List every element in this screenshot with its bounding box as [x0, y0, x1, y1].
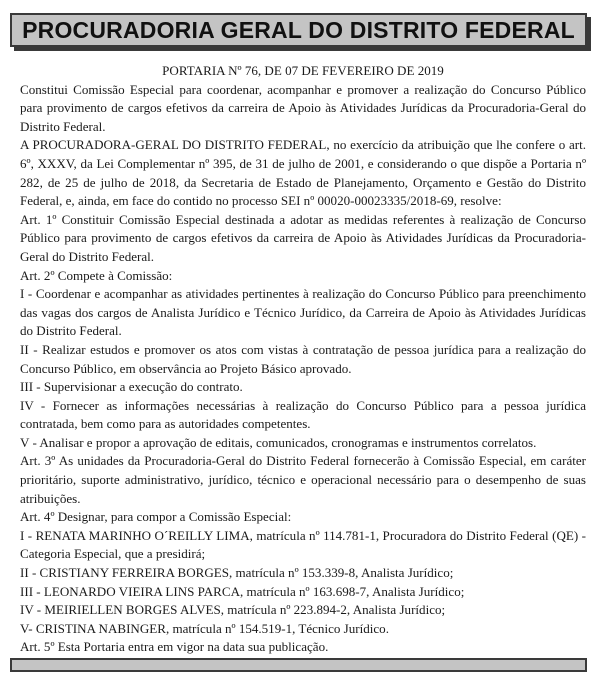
article-5: Art. 5º Esta Portaria entra em vigor na data sua publicação.	[20, 639, 329, 655]
article-2: Art. 2º Compete à Comissão:	[20, 267, 173, 283]
article-2-inciso-4: IV - Fornecer as informações necessárias à realização do Concurso Público para a pessoa jurídica contratada, bem como para as autoridades competentes.	[20, 397, 586, 432]
next-section-header-bar	[10, 658, 587, 672]
article-2-inciso-3: III - Supervisionar a execução do contrato.	[20, 379, 243, 395]
article-2-inciso-5: V - Analisar e propor a aprovação de editais, comunicados, cronogramas e instrumentos correlatos.	[20, 434, 537, 450]
commission-member-2: II - CRISTIANY FERREIRA BORGES, matrícula nº 153.339-8, Analista Jurídico;	[20, 565, 454, 581]
document-body	[20, 62, 586, 676]
commission-member-4: IV - MEIRIELLEN BORGES ALVES, matrícula nº 223.894-2, Analista Jurídico;	[20, 602, 446, 618]
section-title: PROCURADORIA GERAL DO DISTRITO FEDERAL	[22, 16, 575, 43]
article-1: Art. 1º Constituir Comissão Especial destinada a adotar as medidas referentes à realização de Concurso Público para provimento de cargos efetivos da carreira de Apoio às Atividades Jurídicas da Procuradoria-Geral do Distrito Federal.	[20, 211, 586, 264]
commission-member-3: III - LEONARDO VIEIRA LINS PARCA, matrícula nº 163.698-7, Analista Jurídico;	[20, 583, 465, 599]
article-4: Art. 4º Designar, para compor a Comissão Especial:	[20, 509, 292, 525]
article-3: Art. 3º As unidades da Procuradoria-Geral do Distrito Federal fornecerão à Comissão Especial, em caráter prioritário, suporte administrativo, jurídico, técnico e operacional necessário para o desempenho de suas atribuições.	[20, 453, 586, 506]
preambulo: A PROCURADORA-GERAL DO DISTRITO FEDERAL, no exercício da atribuição que lhe confere o art. 6º, XXXV, da Lei Complementar nº 395, de 31 de julho de 2001, e considerando o que dispõe a Portaria nº 282, de 25 de julho de 2018, da Secretaria de Estado de Planejamento, Orçamento e Gestão do Distrito Federal, e, ainda, em face do contido no processo SEI nº 00020-00023335/2018-69, resolve:	[20, 137, 586, 209]
section-header-bar	[10, 13, 587, 47]
article-2-inciso-1: I - Coordenar e acompanhar as atividades pertinentes à realização do Concurso Público para preenchimento das vagas dos cargos de Analista Jurídico e Técnico Jurídico, da Carreira de Apoio às Atividades Jurídicas do Distrito Federal.	[20, 286, 586, 339]
article-2-inciso-2: II - Realizar estudos e promover os atos com vistas à contratação de pessoa jurídica para a realização do Concurso Público, em observância ao Projeto Básico aprovado.	[20, 341, 586, 376]
top-cut-strip	[0, 0, 600, 12]
commission-member-5: V- CRISTINA NABINGER, matrícula nº 154.519-1, Técnico Jurídico.	[20, 620, 389, 636]
commission-member-1: I - RENATA MARINHO O´REILLY LIMA, matrícula nº 114.781-1, Procuradora do Distrito Federal (QE) - Categoria Especial, que a presidirá;	[20, 527, 586, 562]
portaria-heading: PORTARIA Nº 76, DE 07 DE FEVEREIRO DE 2019	[162, 63, 444, 78]
ementa: Constitui Comissão Especial para coordenar, acompanhar e promover a realização do Concurso Público para provimento de cargos efetivos da carreira de Apoio às Atividades Jurídicas da Procuradoria-Geral do Distrito Federal.	[20, 81, 586, 134]
